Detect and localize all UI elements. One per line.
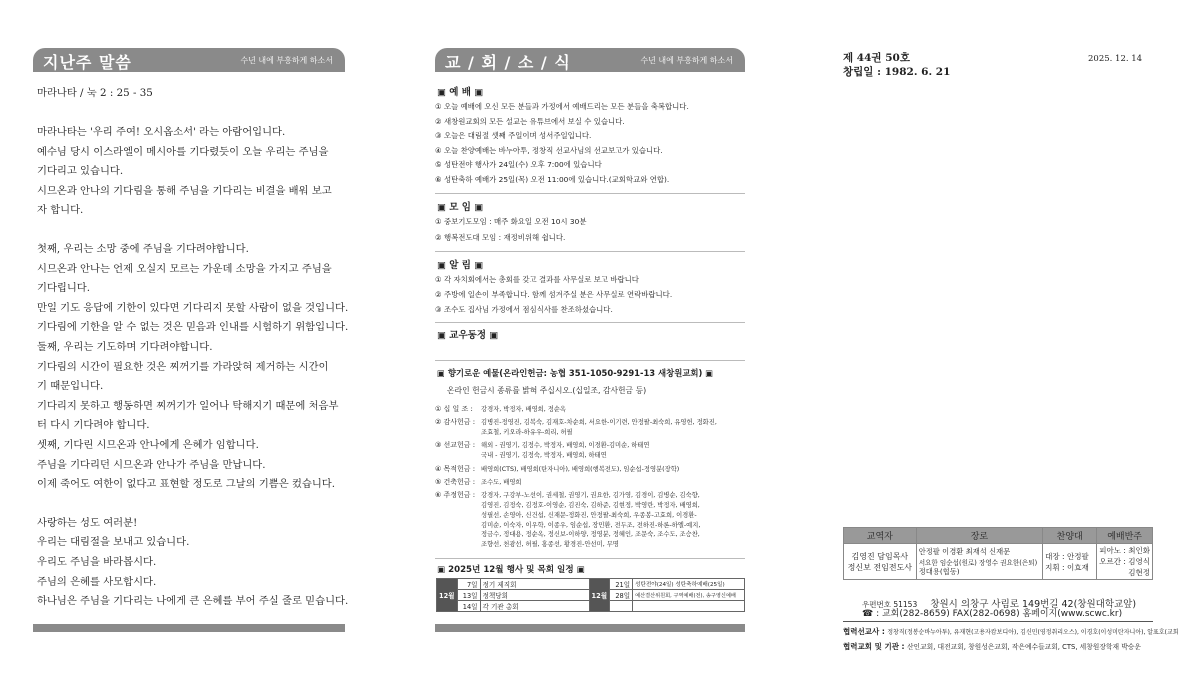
header-accompanist: 예배반주 — [1097, 528, 1153, 544]
partner-label: 협력교회 및 기관 : — [843, 642, 905, 651]
event-day: 7일 — [457, 579, 480, 590]
bulletin-date: 2025. 12. 14 — [1088, 54, 1143, 64]
header-pastor: 교역자 — [844, 528, 917, 544]
sermon-scripture: 마라나타 / 눅 2 : 25 - 35 — [37, 87, 153, 99]
offering-names: 조효철, 키오라-하유우-희리, 허필 — [481, 429, 573, 437]
notice-item: ② 주방에 일손이 부족합니다. 함께 섬겨주실 분은 사무실로 연락바랍니다. — [435, 289, 673, 299]
choir-line: 대장 : 안정팔 — [1045, 551, 1089, 561]
postcode: 우편번호 51153 — [862, 600, 918, 609]
partner-text: 산인교회, 대전교회, 창원성은교회, 작은예수들교회, CTS, 세창원장학재 박승운 — [906, 643, 1141, 651]
left-footer-bar — [33, 624, 345, 632]
meeting-item: ① 중보기도모임 : 매주 화요일 오전 10시 30분 — [435, 217, 587, 226]
elder-line: 정대용(협동) — [918, 566, 960, 576]
worship-item: ② 새창원교회의 모든 설교는 유튜브에서 보실 수 있습니다. — [435, 116, 625, 126]
accompanist-line: 김현정 — [1128, 568, 1150, 577]
middle-footer-bar — [435, 624, 745, 632]
ministers-table — [843, 527, 1153, 580]
event-day: 13일 — [457, 590, 480, 601]
events-table — [436, 578, 745, 612]
missionary-line — [843, 626, 1179, 637]
sermon-line: 시므온과 안나의 기다림을 통해 주님을 기다리는 비결을 배워 보고 — [37, 184, 332, 197]
worship-item: ④ 오늘 찬양예배는 바누아투, 정창직 선교사님의 선교보고가 있습니다. — [435, 145, 663, 155]
missionary-text: 정창직(정봉순바누아투), 유재현(고용자캄보디아), 김신민(영정취리오스), 이경호(이성미탄자니아), 알표호(교회 — [887, 629, 1179, 636]
news-header-title: 교 / 회 / 소 / 식 — [445, 53, 571, 72]
offering-label: ① 십 일 조 : — [435, 405, 473, 413]
offering-names: 조향선, 천광선, 허필, 홍종선, 황경진-안선미, 무명 — [481, 541, 619, 549]
sermon-line: 사랑하는 성도 여러분! — [37, 516, 138, 529]
sermon-line: 둘째, 우리는 기도하며 기다려야합니다. — [37, 341, 213, 353]
sermon-line: 터 다시 기다려야 합니다. — [37, 419, 150, 432]
elder-line: 안정팔 이경환 최재석 신재문 — [918, 546, 1011, 556]
offering-names: 강경자, 구강부-노선이, 권세철, 권영기, 권요한, 김가영, 김경이, 김병순, 김숙향, — [481, 492, 700, 500]
accompanist-line: 피아노 : 최인화 — [1099, 546, 1150, 555]
offering-names: 정금수, 정대용, 정순옥, 정신보-이하양, 정영분, 정혜인, 조문숙, 조수도, 조승찬, — [481, 531, 700, 539]
offering-names: 해외 - 권영기, 김정수, 박정자, 배영희, 이경환-김미순, 하태연 — [481, 442, 650, 450]
sermon-line: 첫째, 우리는 소망 중에 주님을 기다려야합니다. — [37, 243, 249, 255]
choir-cell — [1043, 544, 1097, 580]
offering-names: 강경자, 박정자, 배영희, 정순옥 — [481, 406, 567, 413]
notice-item: ③ 조수도 집사님 가정에서 점심식사를 찬조하셨습니다. — [435, 304, 613, 314]
sermon-line: 시므온과 안나는 언제 오실지 모르는 가운데 소망을 가지고 주님을 — [37, 262, 332, 275]
sermon-line: 기다립니다. — [37, 282, 91, 295]
divider — [843, 621, 1153, 622]
accompanist-cell — [1097, 544, 1153, 580]
sermon-line: 기다림의 시간이 필요한 것은 찌꺼기를 가라앉혀 제거하는 시간이 — [37, 360, 329, 373]
divider — [435, 251, 745, 252]
sermon-line: 이제 죽어도 여한이 없다고 표현할 정도로 그날의 기쁨은 컸습니다. — [37, 478, 336, 491]
elder-line: 서요한 임순섭(원로) 장영수 권요한(은퇴) — [918, 558, 1038, 567]
event-day — [610, 601, 633, 612]
accompanist-line: 오르간 : 김영식 — [1099, 557, 1150, 566]
divider — [435, 360, 745, 361]
sermon-line: 기다림에 기한을 알 수 없는 것은 믿음과 인내를 시험하기 위함입니다. — [37, 321, 349, 334]
worship-item: ① 오늘 예배에 오신 모든 분들과 가정에서 예배드리는 모든 분들을 축복합니다. — [435, 102, 689, 111]
news-title: ▣ 교우동정 ▣ — [437, 330, 499, 341]
divider — [435, 558, 745, 559]
sermon-line: 기다리지 못하고 행동하면 찌꺼기가 일어나 탁해지기 때문에 처음부 — [37, 399, 339, 412]
sermon-line: 우리도 주님을 바라봅시다. — [37, 556, 157, 568]
offering-note: 온라인 헌금시 종류를 밝혀 주십시오.(십일조, 감사헌금 등) — [447, 386, 647, 395]
offering-label: ⑤ 건축헌금 : — [435, 477, 476, 486]
sermon-header-title: 지난주 말씀 — [43, 53, 132, 72]
offering-names: 김병진-정영진, 김복숙, 김재호-차순희, 서요한-이기련, 안정팔-최숙희, 유영헌, 정화진, — [481, 419, 717, 427]
table-row — [844, 528, 1153, 544]
address: 창원시 의창구 사림로 149번길 42(창원대학교앞) — [930, 599, 1137, 610]
event-desc: 예산결산위원회, 구역예배(전), 송구영신예배 — [633, 590, 745, 601]
events-month-2: 12월 — [589, 579, 610, 612]
event-day: 21일 — [610, 579, 633, 590]
missionary-label: 협력선교사 : — [843, 627, 885, 636]
offering-label: ④ 목적헌금 : — [435, 464, 476, 473]
offering-label: ③ 선교헌금 : — [435, 441, 476, 450]
event-day: 14일 — [457, 601, 480, 612]
events-title: ▣ 2025년 12월 행사 및 목회 일정 ▣ — [437, 565, 585, 575]
founded-date: 창립일 : 1982. 6. 21 — [843, 66, 951, 78]
sermon-header — [33, 48, 345, 72]
offering-names: 배영희(CTS), 배영희(탄자니아), 배영희(행복전도), 임순섭-정영분(장학) — [481, 465, 680, 473]
header-choir: 찬양대 — [1043, 528, 1097, 544]
volume-number: 제 44권 50호 — [843, 52, 910, 64]
offering-names: 조수도, 배영희 — [481, 478, 522, 486]
events-month: 12월 — [437, 579, 458, 612]
offering-title: ▣ 향기로운 예물(온라인헌금: 농협 351-1050-9291-13 새창원교회) ▣ — [437, 368, 714, 378]
sermon-line: 만일 기도 응답에 기한이 있다면 기다리지 못할 사람이 없을 것입니다. — [37, 301, 349, 314]
partner-line — [843, 641, 1141, 652]
divider — [435, 322, 745, 323]
offering-label: ⑥ 주정헌금 : — [435, 491, 476, 500]
sermon-line: 자 합니다. — [37, 204, 84, 217]
notice-title: ▣ 알 림 ▣ — [437, 260, 484, 271]
sermon-line: 주님의 은혜를 사모합시다. — [37, 575, 157, 588]
table-row — [437, 579, 745, 590]
choir-line: 지휘 : 이효재 — [1045, 562, 1089, 572]
news-header — [435, 48, 745, 72]
pastor-name: 김영진 담임목사 — [851, 551, 909, 561]
sermon-line: 기 때문입니다. — [37, 380, 104, 393]
sermon-header-sub: 수년 내에 부흥하게 하소서 — [240, 56, 333, 65]
divider — [435, 193, 745, 194]
contact-line: ☎ : 교회(282-8659) FAX(282-0698) 홈페이지(www.scwc.kr) — [862, 609, 1123, 619]
worship-item: ⑤ 성탄전야 행사가 24일(수) 오후 7:00에 있습니다 — [435, 160, 602, 170]
offering-names: 김영진, 김정숙, 김정호-이영순, 김진숙, 김하준, 김현정, 박영란, 박정자, 배영희, — [481, 501, 700, 509]
event-day: 28일 — [610, 590, 633, 601]
news-header-sub: 수년 내에 부흥하게 하소서 — [640, 56, 733, 65]
pastor-name: 정신보 전임전도사 — [847, 562, 913, 572]
worship-item: ⑥ 성탄축하 예배가 25일(목) 오전 11:00에 있습니다.(교회학교와 연합). — [435, 175, 670, 184]
pastor-cell — [844, 544, 917, 580]
meeting-item: ② 행복전도대 모임 : 재정비위해 쉽니다. — [435, 232, 566, 242]
event-desc — [633, 601, 745, 612]
event-desc: 정책당회 — [480, 590, 589, 601]
event-desc: 정기 제직회 — [480, 579, 589, 590]
sermon-line: 주님을 기다리던 시므온과 안나가 주님을 만납니다. — [37, 458, 266, 471]
offering-names: 성필선, 손영아, 신건섭, 신재문-정화진, 안정팔-최숙희, 우종봉-고효희, 이경환- — [481, 511, 697, 519]
sermon-line: 예수님 당시 이스라엘이 메시아를 기다렸듯이 오늘 우리는 주님을 — [37, 145, 329, 158]
offering-label: ② 감사헌금 : — [435, 418, 476, 427]
table-row — [844, 544, 1153, 580]
sermon-line: 마라나타는 '우리 주여! 오시옵소서' 라는 아람어입니다. — [37, 126, 286, 138]
elder-cell — [916, 544, 1042, 580]
sermon-line: 셋째, 기다린 시므온과 안나에게 은혜가 임합니다. — [37, 439, 259, 451]
sermon-line: 하나님은 주님을 기다리는 나에게 큰 은혜를 부어 주실 줄로 믿습니다. — [37, 595, 349, 608]
event-desc: 성탄전야(24일) 성탄축하예배(25일) — [633, 579, 745, 590]
notice-item: ① 각 자치회에서는 총회를 갖고 결과를 사무실로 보고 바랍니다 — [435, 275, 639, 284]
event-desc: 각 기관 총회 — [480, 601, 589, 612]
offering-names: 김미순, 이숙자, 이우학, 이종우, 임순섭, 장민환, 전두조, 전하진-하론-하엘-예지, — [481, 521, 701, 529]
meeting-title: ▣ 모 임 ▣ — [437, 202, 484, 213]
worship-title: ▣ 예 배 ▣ — [437, 87, 484, 98]
worship-item: ③ 오늘은 대림절 셋째 주일이며 성서주일입니다. — [435, 131, 592, 141]
sermon-line: 기다리고 있습니다. — [37, 165, 124, 178]
sermon-line: 우리는 대림절을 보내고 있습니다. — [37, 536, 190, 549]
header-elder: 장로 — [916, 528, 1042, 544]
offering-names: 국내 - 권영기, 김정숙, 박정자, 배영희, 하태연 — [481, 452, 607, 460]
